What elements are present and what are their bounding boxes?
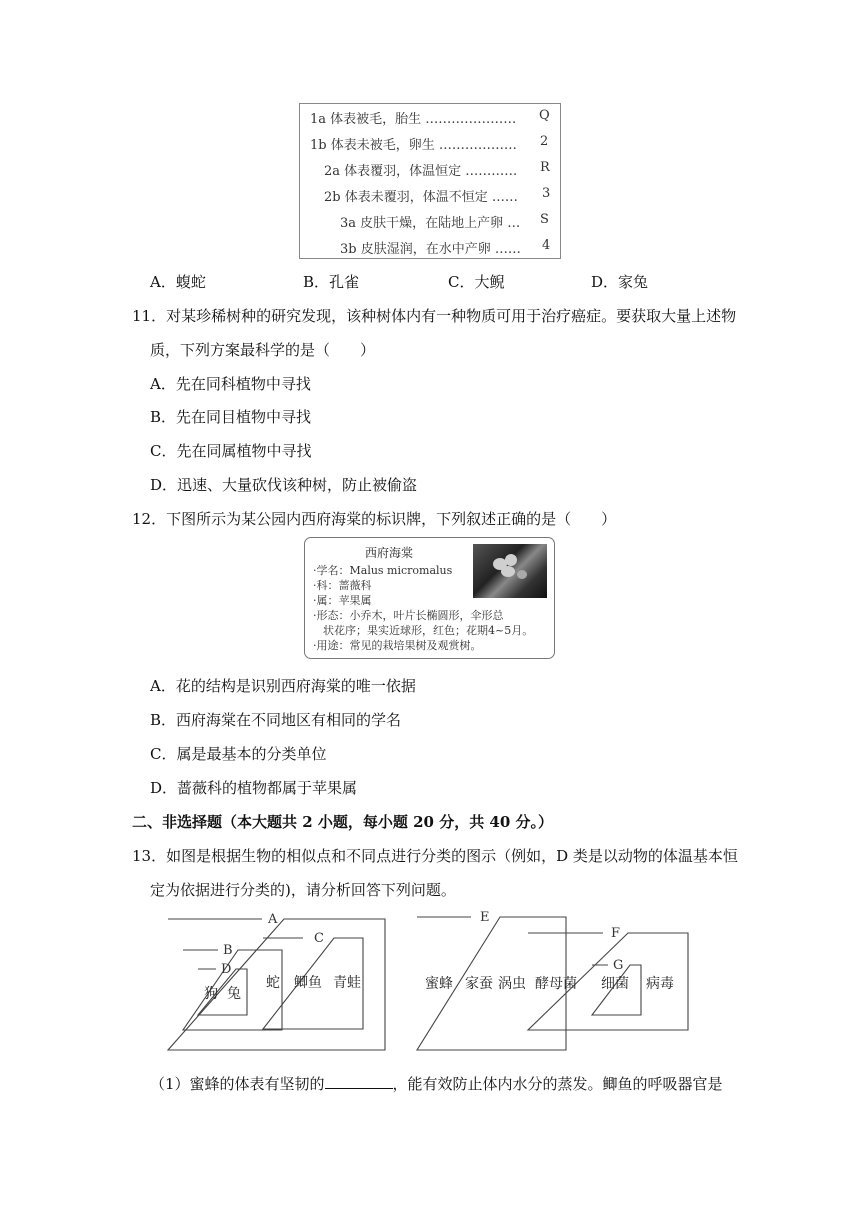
q10-option-c: C．大鲵: [448, 273, 505, 291]
organism-silkworm: 家蚕: [465, 976, 493, 992]
q13-sub1: [150, 1073, 723, 1094]
key-row-6: 3b 皮肤湿润，在水中产卵 …… 4: [340, 238, 551, 257]
organism-frog: 青蛙: [333, 975, 361, 991]
sign-line-2: ·科：蔷薇科: [313, 579, 372, 592]
answer-blank[interactable]: [325, 1074, 393, 1089]
organism-crucian-carp: 鲫鱼: [294, 975, 322, 991]
q10-option-b: B．孔雀: [303, 273, 360, 291]
label-b: B: [223, 943, 233, 958]
organism-virus: 病毒: [646, 976, 674, 992]
organism-bee: 蜜蜂: [425, 976, 453, 992]
label-c: C: [314, 931, 324, 946]
q10-option-d: D．家兔: [591, 273, 649, 291]
q11-option-d: D．迅速、大量砍伐该种树，防止被偷盗: [150, 476, 418, 494]
q13-sub1-text-after: ，能有效防止体内水分的蒸发。鲫鱼的呼吸器官是: [392, 1075, 723, 1093]
q11-option-b: B．先在同目植物中寻找: [150, 408, 312, 426]
label-e: E: [480, 910, 490, 925]
q12-option-b: B．西府海棠在不同地区有相同的学名: [150, 711, 402, 729]
q11-option-c: C．先在同属植物中寻找: [150, 442, 312, 460]
sign-line-6: ·用途：常见的栽培果树及观赏树。: [313, 639, 482, 652]
q11-stem-line2: 质，下列方案最科学的是（ ）: [150, 341, 376, 359]
q13-stem-line2: 定为依据进行分类的)，请分析回答下列问题。: [150, 881, 456, 899]
key-row-3: 2a 体表覆羽，体温恒定 ………… R: [324, 160, 550, 179]
q12-option-d: D．蔷薇科的植物都属于苹果属: [150, 779, 358, 797]
organism-yeast: 酵母菌: [535, 976, 577, 992]
q12-stem: 12．下图所示为某公园内西府海棠的标识牌，下列叙述正确的是（ ）: [132, 510, 617, 528]
label-g: G: [613, 958, 624, 973]
q12-option-c: C．属是最基本的分类单位: [150, 745, 327, 763]
organism-planarian: 涡虫: [498, 976, 526, 992]
organism-snake: 蛇: [266, 975, 280, 991]
key-row-2: 1b 体表未被毛，卵生 ……………… 2: [310, 134, 549, 153]
key-row-1: 1a 体表被毛，胎生 ………………… Q: [310, 108, 550, 127]
q10-option-a: A．蝮蛇: [150, 273, 206, 291]
q12-option-a: A．花的结构是识别西府海棠的唯一依据: [150, 677, 416, 695]
label-d: D: [221, 962, 232, 977]
label-a: A: [268, 912, 278, 927]
key-row-4: 2b 体表未覆羽，体温不恒定 …… 3: [324, 186, 551, 205]
sign-line-4: ·形态：小乔木，叶片长椭圆形，伞形总: [313, 609, 504, 622]
sign-title: 西府海棠: [365, 546, 414, 560]
sign-line-1: ·学名：Malus micromalus: [313, 564, 453, 577]
sign-line-3: ·属：苹果属: [313, 594, 372, 607]
organism-bacteria: 细菌: [601, 976, 629, 992]
q11-stem-line1: 11．对某珍稀树种的研究发现，该种树体内有一种物质可用于治疗癌症。要获取大量上述物: [132, 307, 737, 325]
label-f: F: [611, 926, 621, 941]
q13-stem-line1: 13．如图是根据生物的相似点和不同点进行分类的图示（例如，D 类是以动物的体温基本恒: [132, 847, 738, 865]
organism-rabbit: 兔: [227, 986, 241, 1002]
section-heading: 二、非选择题（本大题共 2 小题，每小题 20 分，共 40 分。）: [132, 813, 554, 831]
sign-line-5: 状花序；果实近球形，红色；花期4~5月。: [323, 624, 534, 637]
q11-option-a: A．先在同科植物中寻找: [150, 375, 311, 393]
organism-dog: 狗: [204, 986, 218, 1002]
q13-sub1-text-before: （1）蜜蜂的体表有坚韧的: [150, 1075, 325, 1093]
key-row-5: 3a 皮肤干燥，在陆地上产卵 … S: [340, 212, 549, 231]
